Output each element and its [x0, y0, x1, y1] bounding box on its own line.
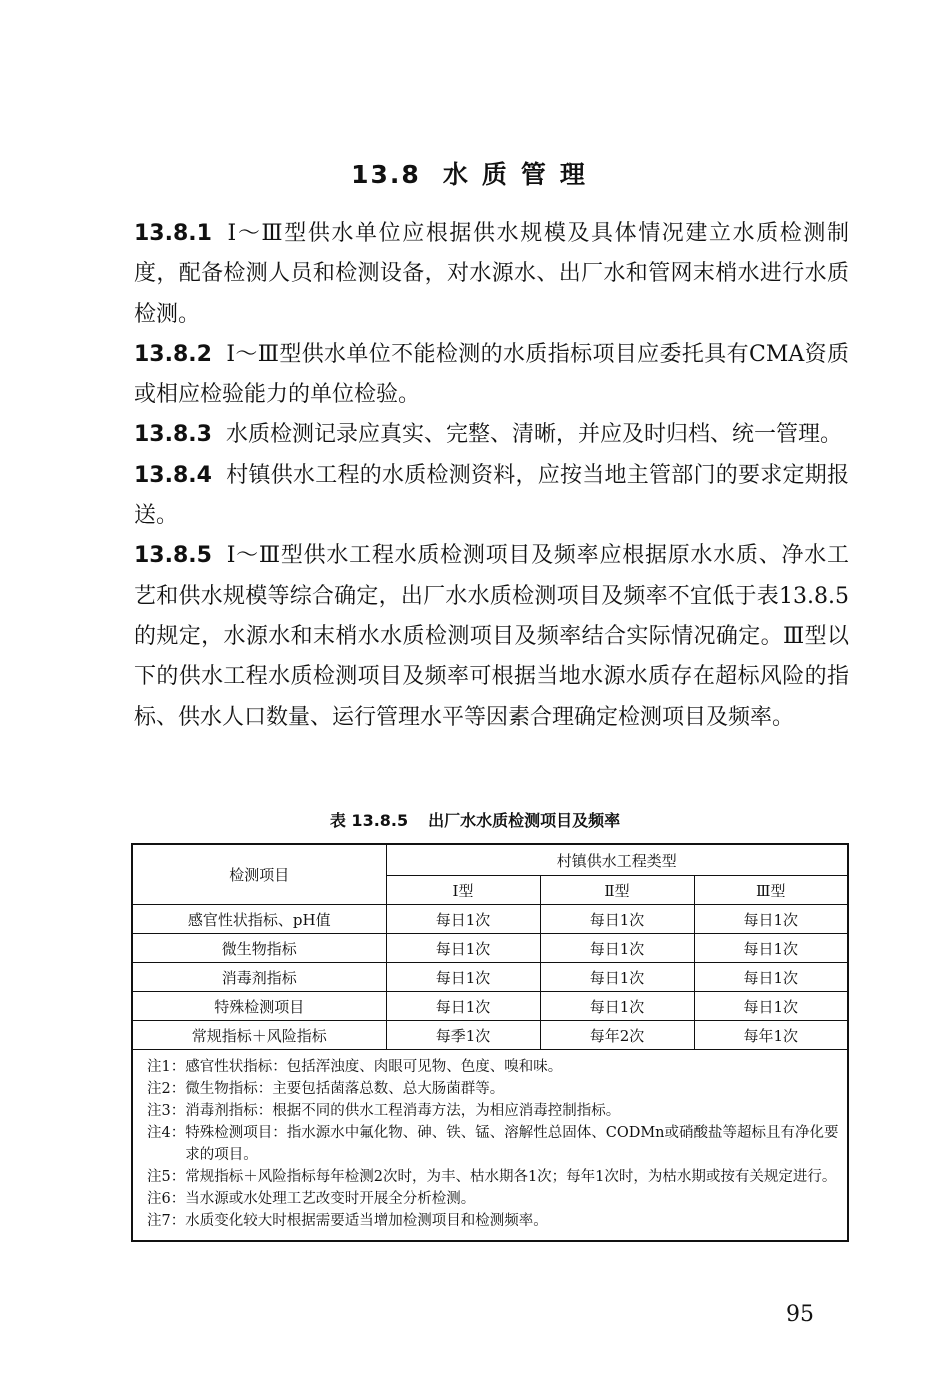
- table-row: [132, 1021, 848, 1050]
- clause-text: Ⅰ～Ⅲ型供水单位应根据供水规模及具体情况建立水质检测制度，配备检测人员和检测设备，对水源水、出厂水和管网末梢水进行水质检测。: [134, 221, 849, 327]
- header-type: Ⅰ型: [386, 876, 540, 905]
- note-text: 常规指标＋风险指标每年检测2次时，为丰、枯水期各1次；每年1次时，为枯水期或按有关规定进行。: [185, 1169, 837, 1185]
- table-note: [147, 1210, 839, 1232]
- note-label: 注5：: [147, 1169, 186, 1185]
- clause-number: 13.8.5: [134, 543, 212, 569]
- row-item: 消毒剂指标: [132, 963, 386, 992]
- frequency-table: [131, 843, 849, 1242]
- row-value: 每日1次: [694, 905, 848, 934]
- clause-number: 13.8.4: [134, 462, 212, 488]
- header-group: 村镇供水工程类型: [386, 844, 848, 876]
- note-label: 注4：: [147, 1125, 186, 1141]
- table-title: 出厂水水质检测项目及频率: [428, 811, 621, 830]
- note-label: 注6：: [147, 1191, 186, 1207]
- row-value: 每季1次: [386, 1021, 540, 1050]
- row-value: 每日1次: [694, 934, 848, 963]
- row-item: 微生物指标: [132, 934, 386, 963]
- row-value: 每日1次: [386, 963, 540, 992]
- row-item: 特殊检测项目: [132, 992, 386, 1021]
- header-type: Ⅲ型: [694, 876, 848, 905]
- table-note: [147, 1100, 839, 1122]
- clause: [134, 415, 849, 455]
- table-note: [147, 1188, 839, 1210]
- row-value: 每日1次: [540, 905, 694, 934]
- row-value: 每日1次: [540, 934, 694, 963]
- table-header-row: [132, 844, 848, 876]
- note-text: 水质变化较大时根据需要适当增加检测项目和检测频率。: [185, 1213, 548, 1229]
- note-text: 当水源或水处理工艺改变时开展全分析检测。: [185, 1191, 476, 1207]
- row-value: 每年2次: [540, 1021, 694, 1050]
- table-note: [147, 1122, 839, 1166]
- clause-text: 村镇供水工程的水质检测资料，应按当地主管部门的要求定期报送。: [134, 462, 849, 529]
- clauses-body: [134, 214, 849, 738]
- row-item: 感官性状指标、pH值: [132, 905, 386, 934]
- table-notes: [132, 1050, 848, 1242]
- table-note: [147, 1078, 839, 1100]
- clause: [134, 335, 849, 416]
- clause-number: 13.8.1: [134, 221, 212, 246]
- table-note: [147, 1056, 839, 1078]
- row-value: 每年1次: [694, 1021, 848, 1050]
- row-value: 每日1次: [386, 992, 540, 1021]
- section-number: 13.8: [351, 160, 421, 189]
- row-value: 每日1次: [540, 992, 694, 1021]
- table-row: [132, 934, 848, 963]
- note-label: 注3：: [147, 1103, 186, 1119]
- section-heading: [0, 155, 950, 191]
- row-item: 常规指标＋风险指标: [132, 1021, 386, 1050]
- row-value: 每日1次: [540, 963, 694, 992]
- row-value: 每日1次: [386, 934, 540, 963]
- section-title: 水质管理: [442, 160, 599, 189]
- table-note: [147, 1166, 839, 1188]
- clause-text: 水质检测记录应真实、完整、清晰，并应及时归档、统一管理。: [225, 422, 842, 448]
- note-text: 特殊检测项目：指水源水中氟化物、砷、铁、锰、溶解性总固体、CODMn或硝酸盐等超标且有净化要求的项目。: [185, 1125, 839, 1163]
- clause-text: Ⅰ～Ⅲ型供水单位不能检测的水质指标项目应委托具有CMA资质或相应检验能力的单位检验。: [134, 341, 849, 408]
- header-item: 检测项目: [132, 844, 386, 905]
- page-number: 95: [786, 1302, 814, 1327]
- table-row: [132, 963, 848, 992]
- table-row: [132, 992, 848, 1021]
- note-text: 微生物指标：主要包括菌落总数、总大肠菌群等。: [185, 1081, 505, 1097]
- row-value: 每日1次: [386, 905, 540, 934]
- clause-number: 13.8.2: [134, 341, 212, 367]
- clause: [134, 214, 849, 335]
- row-value: 每日1次: [694, 992, 848, 1021]
- clause-text: Ⅰ～Ⅲ型供水工程水质检测项目及频率应根据原水水质、净水工艺和供水规模等综合确定，出厂水水质检测项目及频率不宜低于表13.8.5的规定，水源水和末梢水水质检测项目及频率结合实际情况确定。Ⅲ型以下的供水工程水质检测项目及频率可根据当地水源水质存在超标风险的指标、供水人口数量、运行管理水平等因素合理确定检测项目及频率。: [134, 543, 849, 730]
- note-text: 消毒剂指标：根据不同的供水工程消毒方法，为相应消毒控制指标。: [185, 1103, 621, 1119]
- clause-number: 13.8.3: [134, 422, 212, 448]
- note-label: 注2：: [147, 1081, 186, 1097]
- table-number: 表 13.8.5: [329, 811, 409, 830]
- table-notes-row: [132, 1050, 848, 1242]
- clause: [134, 536, 849, 737]
- note-label: 注1：: [147, 1059, 186, 1075]
- row-value: 每日1次: [694, 963, 848, 992]
- clause: [134, 456, 849, 537]
- table-row: [132, 905, 848, 934]
- header-type: Ⅱ型: [540, 876, 694, 905]
- note-text: 感官性状指标：包括浑浊度、肉眼可见物、色度、嗅和味。: [185, 1059, 563, 1075]
- table-caption: [0, 808, 950, 831]
- note-label: 注7：: [147, 1213, 186, 1229]
